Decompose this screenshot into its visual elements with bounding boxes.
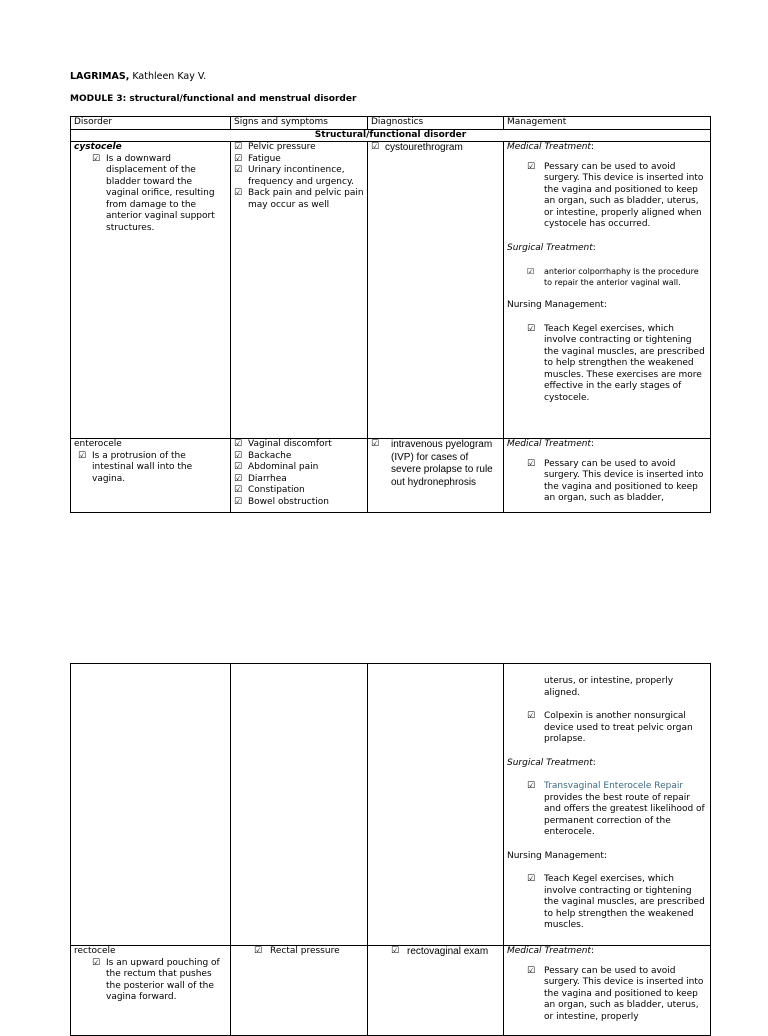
list-item: ☑ Teach Kegel exercises, which involve contracting or tightening the vaginal muscles, are prescribed to help strengthen the weakened muscles. (527, 874, 705, 930)
table-row-cystocele (71, 142, 711, 439)
cystocele-disorder-cell (71, 142, 231, 439)
disorder-table-page1 (70, 116, 711, 513)
list-item: ☑ Backache (234, 450, 292, 461)
checkbox-icon: ☑ (234, 142, 243, 152)
checkbox-icon: ☑ (527, 458, 536, 469)
enterocele-management-cell (504, 439, 711, 513)
list-item: ☑ rectovaginal exam (391, 946, 489, 957)
enterocele-disorder-cell (71, 439, 231, 513)
rectocele-name: rectocele (74, 946, 116, 956)
checkbox-icon: ☑ (234, 450, 243, 461)
author-first-name: Kathleen Kay V. (129, 71, 207, 82)
module-title: MODULE 3: structural/functional and menstrual disorder (70, 94, 357, 104)
cystocele-name: cystocele (74, 142, 122, 152)
list-item: ☑ Fatigue (234, 153, 281, 164)
surgical-treatment-heading: Surgical Treatment: (507, 757, 596, 768)
checkbox-icon: ☑ (92, 153, 101, 164)
checkbox-icon: ☑ (527, 874, 536, 884)
list-item: ☑ Transvaginal Enterocele Repair provides the best route of repair and offers the greatest likelihood of permanent correction of the enterocele. (527, 781, 705, 837)
cystocele-management-cell (504, 142, 711, 439)
checkbox-icon: ☑ (391, 946, 400, 956)
rectocele-management-cell (504, 946, 711, 1036)
list-item: ☑ Back pain and pelvic pain may occur as well (234, 188, 364, 210)
list-item: ☑ Urinary incontinence, frequency and urgency. (234, 165, 354, 187)
author-last-name: LAGRIMAS, (70, 71, 130, 82)
checkbox-icon: ☑ (78, 450, 87, 461)
list-item: ☑ Pessary can be used to avoid surgery. This device is inserted into the vagina and positioned to keep an organ, such as bladder, (527, 458, 704, 503)
continued-text: uterus, or intestine, properly aligned. (544, 676, 674, 698)
list-item: ☑ Abdominal pain (234, 462, 319, 472)
rectocele-diagnostics-cell (368, 946, 504, 1036)
nursing-management-heading: Nursing Management: (507, 300, 607, 310)
checkbox-icon: ☑ (527, 965, 536, 976)
checkbox-icon: ☑ (527, 781, 536, 791)
column-header-signs: Signs and symptoms (231, 117, 368, 130)
table-row-enterocele-continued (71, 664, 711, 946)
column-header-management: Management (504, 117, 711, 130)
list-item: ☑ Vaginal discomfort (234, 439, 332, 449)
medical-treatment-heading: Medical Treatment: (507, 439, 595, 449)
list-item: ☑ Bowel obstruction (234, 496, 329, 507)
list-item: ☑ Is a downward displacement of the bladder toward the vaginal orifice, resulting from damage to the anterior vaginal support structures. (92, 153, 215, 233)
table-row-rectocele (71, 946, 711, 1036)
checkbox-icon: ☑ (371, 439, 380, 449)
list-item: ☑ intravenous pyelogram (IVP) for cases of severe prolapse to rule out hydronephrosis (371, 439, 493, 488)
list-item: ☑ Colpexin is another nonsurgical device used to treat pelvic organ prolapse. (527, 711, 693, 744)
section-title: Structural/functional disorder (71, 129, 711, 142)
medical-treatment-heading: Medical Treatment: (507, 946, 595, 956)
list-item: ☑ Pessary can be used to avoid surgery. This device is inserted into the vagina and positioned to keep an organ, such as bladder, uterus, or intestine, properly (527, 965, 704, 1022)
enterocele-signs-cell (231, 439, 368, 513)
table-header-row (71, 117, 711, 130)
checkbox-icon: ☑ (234, 153, 243, 164)
checkbox-icon: ☑ (527, 267, 535, 276)
enterocele-repair-link[interactable]: Transvaginal Enterocele Repair (544, 781, 684, 791)
column-header-disorder: Disorder (71, 117, 231, 130)
empty-cell (368, 664, 504, 946)
checkbox-icon: ☑ (234, 496, 243, 507)
nursing-management-heading: Nursing Management: (507, 850, 607, 861)
checkbox-icon: ☑ (254, 946, 263, 956)
surgical-treatment-heading: Surgical Treatment: (507, 242, 596, 253)
checkbox-icon: ☑ (234, 439, 243, 449)
checkbox-icon: ☑ (371, 142, 380, 152)
checkbox-icon: ☑ (527, 323, 536, 334)
empty-cell (231, 664, 368, 946)
cystocele-diagnostics-cell (368, 142, 504, 439)
list-item: ☑ Diarrhea (234, 473, 287, 484)
checkbox-icon: ☑ (234, 165, 243, 175)
medical-treatment-heading: Medical Treatment: (507, 142, 595, 152)
checkbox-icon: ☑ (92, 957, 101, 968)
checkbox-icon: ☑ (527, 711, 536, 721)
column-header-diagnostics: Diagnostics (368, 117, 504, 130)
list-item: ☑ Teach Kegel exercises, which involve contracting or tightening the vaginal muscles, are prescribed to help strengthen the weakened muscles. These exercises are more effective in the early stages of cystocele. (527, 323, 705, 403)
list-item: ☑ Constipation (234, 485, 305, 495)
list-item: ☑ Rectal pressure (254, 946, 340, 956)
enterocele-diagnostics-cell (368, 439, 504, 513)
disorder-table-page2 (70, 663, 711, 1036)
checkbox-icon: ☑ (527, 161, 536, 172)
list-item: ☑ cystourethrogram (371, 142, 463, 153)
rectocele-disorder-cell (71, 946, 231, 1036)
list-item: ☑ Is a protrusion of the intestinal wall into the vagina. (78, 450, 193, 484)
enterocele-name: enterocele (74, 439, 122, 449)
enterocele-management-continued-cell (504, 664, 711, 946)
table-row-enterocele (71, 439, 711, 513)
section-row (71, 129, 711, 142)
empty-cell (71, 664, 231, 946)
checkbox-icon: ☑ (234, 462, 243, 472)
list-item: ☑ Pessary can be used to avoid surgery. This device is inserted into the vagina and positioned to keep an organ, such as bladder, uterus, or intestine, properly aligned when cystocele has occurred. (527, 161, 704, 229)
list-item: ☑ Pelvic pressure (234, 142, 316, 152)
checkbox-icon: ☑ (234, 473, 243, 484)
cystocele-signs-cell (231, 142, 368, 439)
author-line (70, 71, 206, 82)
list-item: ☑ anterior colporrhaphy is the procedure to repair the anterior vaginal wall. (527, 267, 699, 287)
rectocele-signs-cell (231, 946, 368, 1036)
list-item: ☑ Is an upward pouching of the rectum that pushes the posterior wall of the vagina forward. (92, 957, 220, 1002)
checkbox-icon: ☑ (234, 188, 243, 198)
checkbox-icon: ☑ (234, 485, 243, 495)
